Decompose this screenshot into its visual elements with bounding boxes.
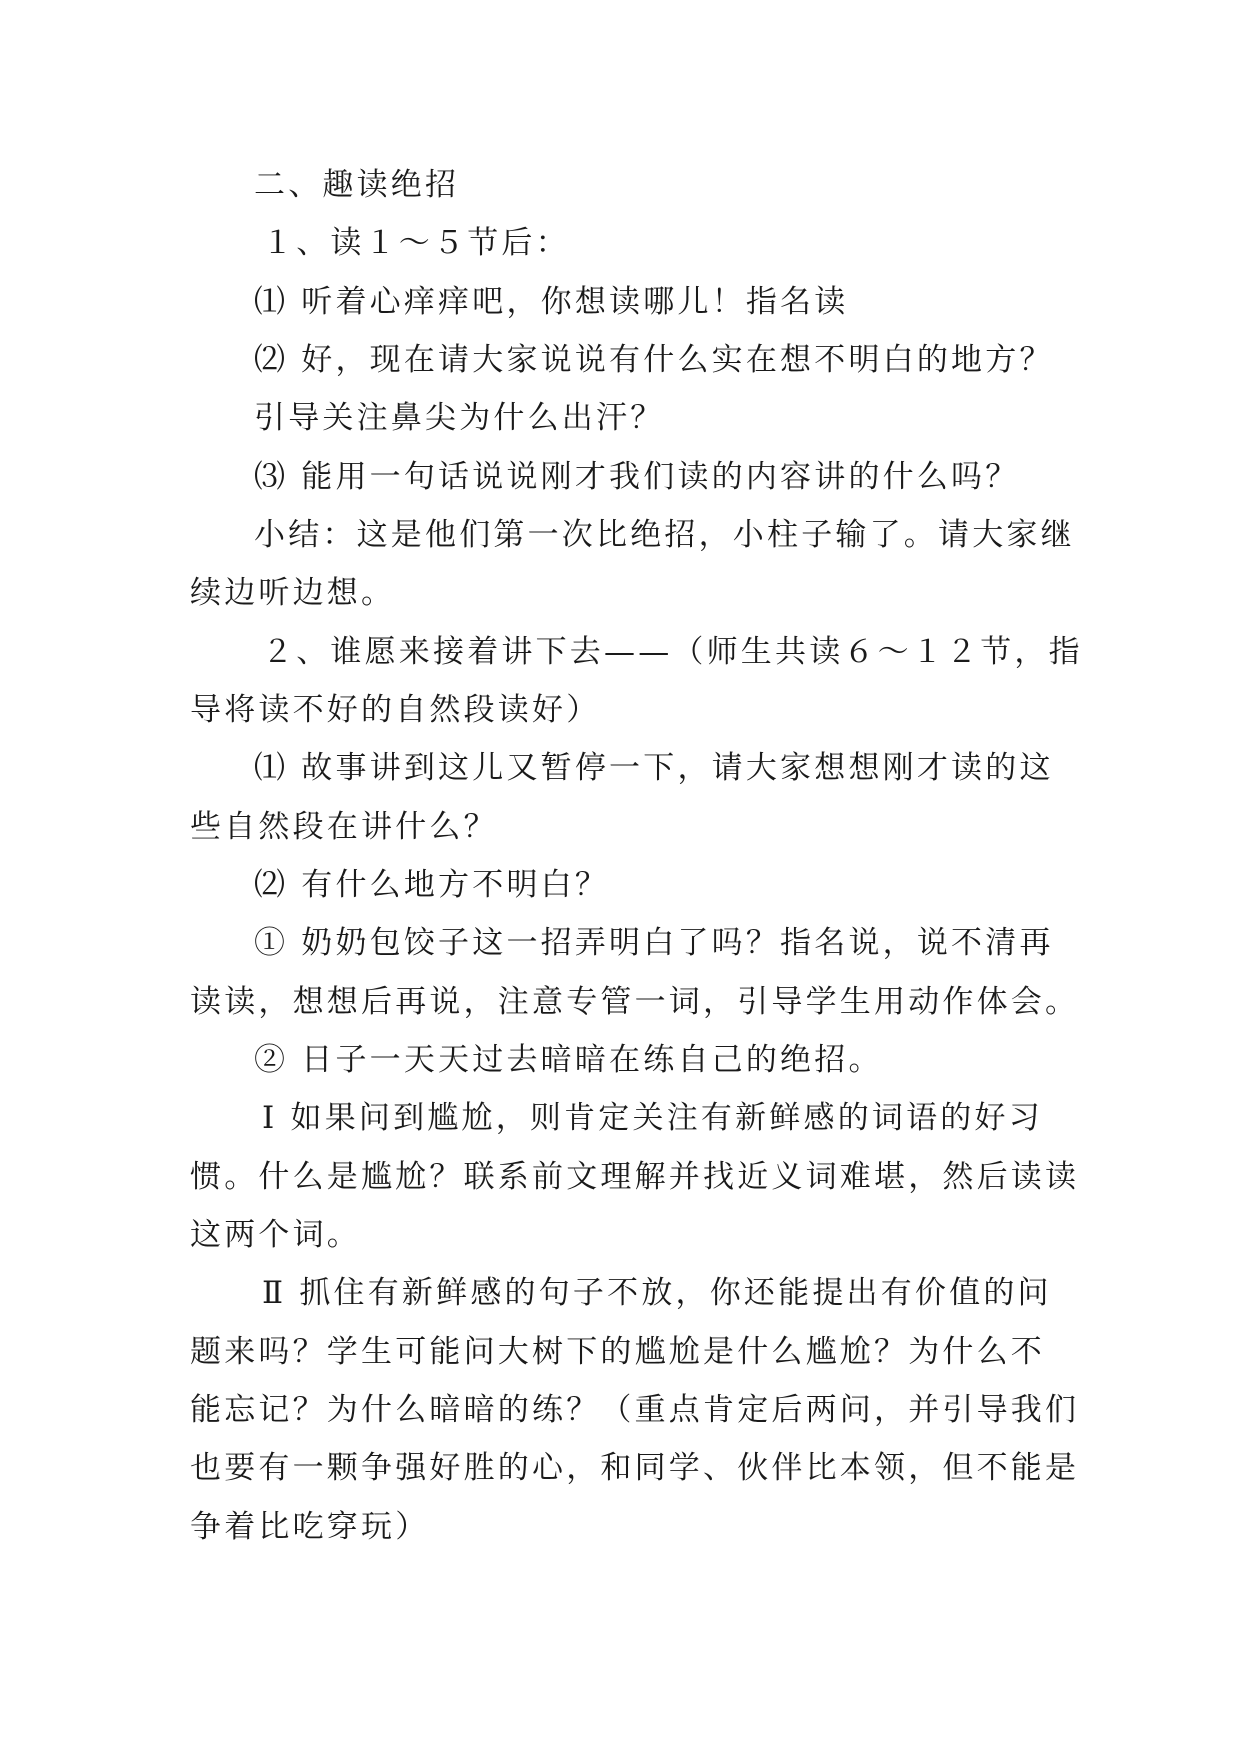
paragraph-line: ⑵ 有什么地方不明白？ <box>254 867 610 903</box>
paragraph-line: 读读，想想后再说，注意专管一词，引导学生用动作体会。 <box>190 984 1080 1020</box>
paragraph-line: ２、谁愿来接着讲下去——（师生共读６～１２节，指 <box>262 634 1083 670</box>
paragraph-line: １、读１～５节后： <box>262 225 570 261</box>
paragraph-line: 导将读不好的自然段读好） <box>190 692 601 728</box>
paragraph-line: 惯。什么是尴尬？联系前文理解并找近义词难堪，然后读读 <box>190 1159 1080 1195</box>
paragraph-line: ⑵ 好，现在请大家说说有什么实在想不明白的地方？ <box>254 342 1054 378</box>
paragraph-line: 续边听边想。 <box>190 575 396 611</box>
paragraph-line: 能忘记？为什么暗暗的练？（重点肯定后两问，并引导我们 <box>190 1392 1080 1428</box>
paragraph-line: 也要有一颗争强好胜的心，和同学、伙伴比本领，但不能是 <box>190 1450 1080 1486</box>
paragraph-line: Ⅱ 抓住有新鲜感的句子不放，你还能提出有价值的问 <box>262 1275 1052 1311</box>
paragraph-line: 些自然段在讲什么？ <box>190 809 498 845</box>
paragraph-line: ⑴ 故事讲到这儿又暂停一下，请大家想想刚才读的这 <box>254 750 1054 786</box>
paragraph-line: Ⅰ 如果问到尴尬，则肯定关注有新鲜感的词语的好习 <box>262 1100 1043 1136</box>
paragraph-line: ① 奶奶包饺子这一招弄明白了吗？指名说，说不清再 <box>254 925 1054 961</box>
section-heading: 二、趣读绝招 <box>254 167 460 203</box>
paragraph-line: 这两个词。 <box>190 1217 361 1253</box>
paragraph-line: 小结：这是他们第一次比绝招，小柱子输了。请大家继 <box>254 517 1075 553</box>
paragraph-line: 题来吗？学生可能问大树下的尴尬是什么尴尬？为什么不 <box>190 1334 1045 1370</box>
paragraph-line: 争着比吃穿玩） <box>190 1509 430 1545</box>
paragraph-line: ⑴ 听着心痒痒吧，你想读哪儿！指名读 <box>254 284 849 320</box>
paragraph-line: ⑶ 能用一句话说说刚才我们读的内容讲的什么吗？ <box>254 459 1020 495</box>
paragraph-line: ② 日子一天天过去暗暗在练自己的绝招。 <box>254 1042 883 1078</box>
paragraph-line: 引导关注鼻尖为什么出汗？ <box>254 400 665 436</box>
